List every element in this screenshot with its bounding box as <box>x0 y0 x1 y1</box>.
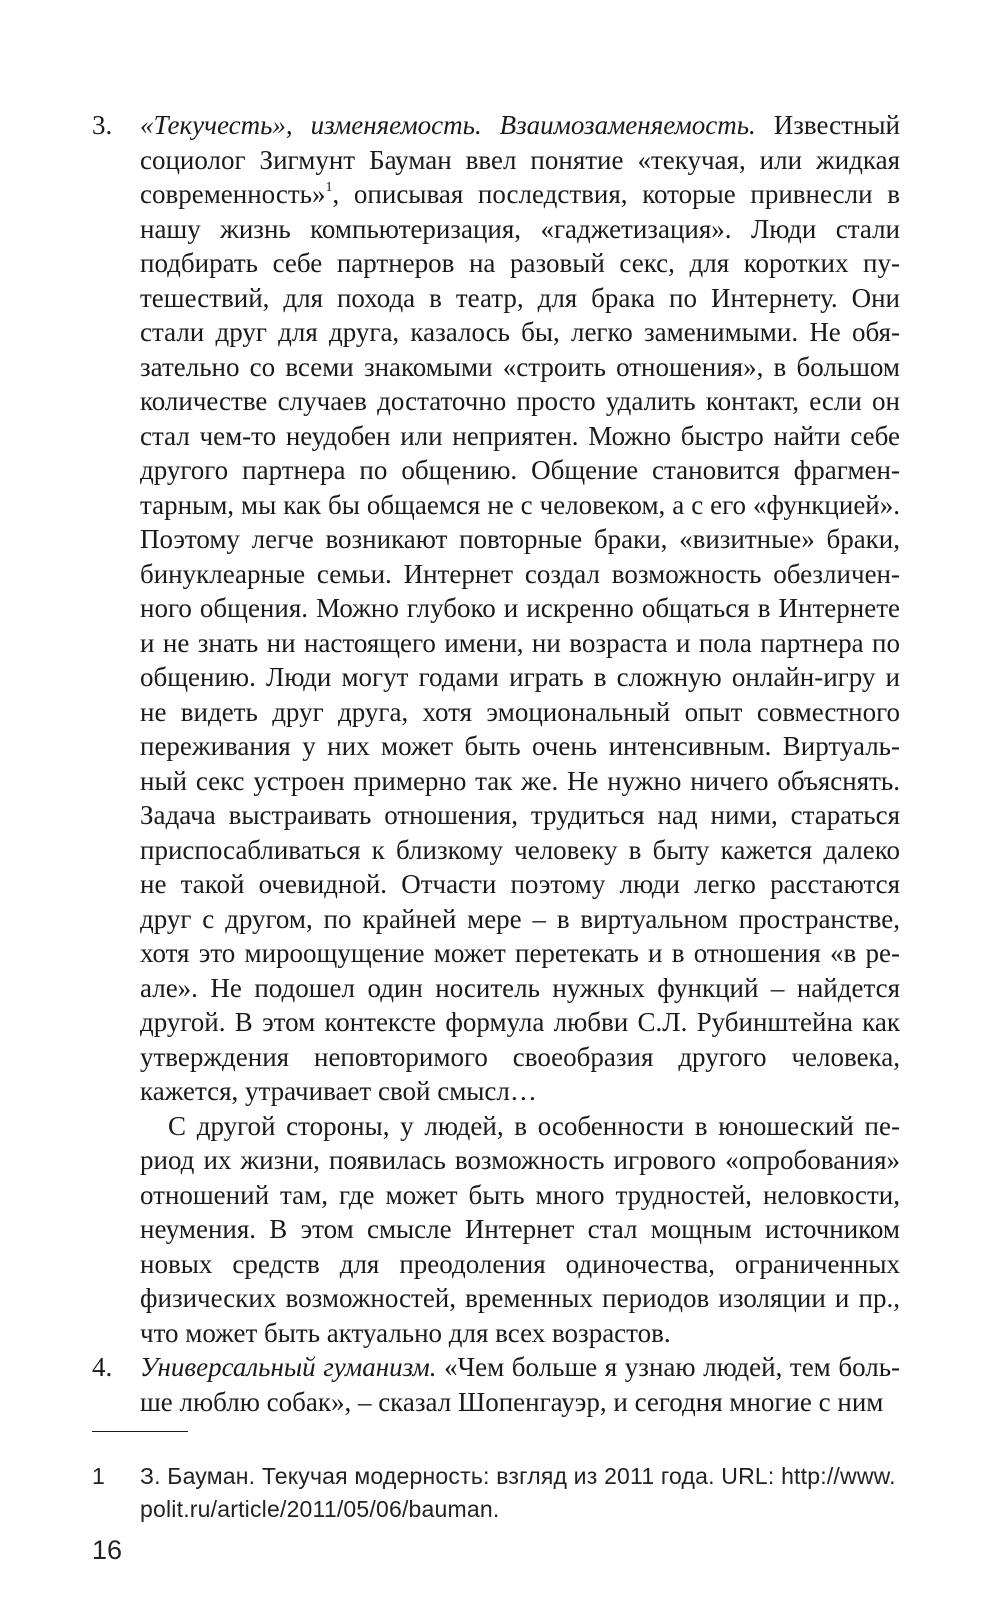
list-item-text: «Чем больше я узнаю людей, тем больше люблю собак», – сказал Шопенгауэр, и сегодня многие с ним <box>140 1352 901 1417</box>
main-text <box>92 108 900 1419</box>
footnote-text: З. Бауман. Текучая модерность: взгляд из 2011 года. URL: http://www. polit.ru/article/2011/05/06/bauman. <box>140 1463 896 1522</box>
list-item-text: Известный социолог Зигмунт Бауман ввел понятие «текучая, или жидкая современность» <box>140 110 900 209</box>
list-item-term: Универсальный гуманизм. <box>140 1352 437 1382</box>
list-item-paragraph <box>140 1350 900 1419</box>
list-item-paragraph <box>140 108 900 1109</box>
list-item-text-continued: , описывая последствия, которые привнесли в нашу жизнь компьютеризация, «гаджетизация». Люди стали подбирать себе партнеров на разовый секс, для коротких путешествий, для похода в театр, для брака по Интернету. Они стали друг для друга, казалось бы, легко заменимыми. Не обязательно со всеми знакомыми «строить отношения», в большом количестве случаев достаточно просто удалить контакт, если он стал чем-то неудобен или неприятен. Можно быстро найти себе другого партнера по общению. Общение становится фрагментарным, мы как бы общаемся не с человеком, а с его «функцией». Поэтому легче возникают повторные браки, «визитные» браки, бинуклеарные семьи. Интернет создал возможность обезличенного общения. Можно глубоко и искренно общаться в Интернете и не знать ни настоящего имени, ни возраста и пола партнера по общению. Люди могут годами играть в сложную онлайн-игру и не видеть друг друга, хотя эмоциональный опыт совместного переживания у них может быть очень интенсивным. Виртуальный секс устроен примерно так же. Не нужно ничего объяснять. Задача выстраивать отношения, трудиться над ними, стараться приспосабливаться к близкому человеку в быту кажется далеко не такой очевидной. Отчасти поэтому люди легко расстаются друг с другом, по крайней мере – в виртуальном пространстве, хотя это мироощущение может перетекать и в отношения «в реале». Не подошел один носитель нужных функций – найдется другой. В этом контексте формула любви С.Л. Рубинштейна как утверждения неповторимого своеобразия другого человека, кажется, утрачивает свой смысл… <box>140 179 900 1106</box>
list-item-4 <box>92 1350 900 1419</box>
list-item-number: 3. <box>92 110 113 140</box>
list-item-number: 4. <box>92 1352 113 1382</box>
page-number: 16 <box>92 1535 123 1565</box>
list-item-paragraph-2: С другой стороны, у людей, в особенности в юношеский период их жизни, появилась возможность игрового «опробования» отношений там, где может быть много трудностей, неловкости, неумения. В этом смысле Интернет стал мощным источником новых средств для преодоления одиночества, ограниченных физических возможностей, временных периодов изоляции и пр., что может быть актуально для всех возрастов. <box>140 1110 900 1348</box>
list-item-term: «Текучесть», изменяемость. Взаимозаменяемость. <box>140 110 756 140</box>
footnote <box>92 1460 900 1526</box>
footnote-separator <box>92 1431 188 1432</box>
list-item-3 <box>92 108 900 1350</box>
footnote-number: 1 <box>92 1463 105 1489</box>
footnote-reference: 1 <box>325 180 333 195</box>
